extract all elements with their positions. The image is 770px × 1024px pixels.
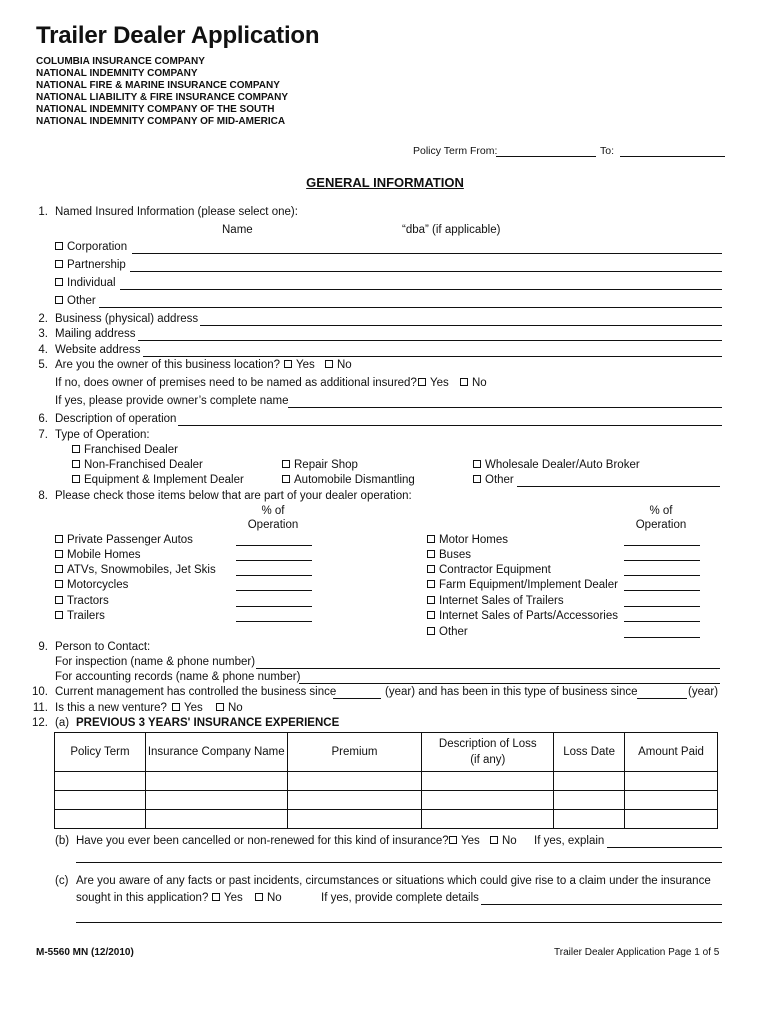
accounting-contact-label: For accounting records (name & phone number) (55, 671, 301, 683)
checkbox-icon (427, 580, 435, 588)
internet-sales-trailers-checkbox[interactable]: Internet Sales of Trailers (427, 596, 564, 608)
checkbox-icon (282, 475, 290, 483)
q7-label: Type of Operation: (55, 429, 150, 441)
business-since-field[interactable] (637, 698, 687, 699)
checkbox-icon (55, 242, 63, 250)
non-franchised-dealer-checkbox[interactable]: Non-Franchised Dealer (72, 460, 203, 472)
q11-label: Is this a new venture? (55, 702, 167, 714)
operation-description-field[interactable] (178, 425, 722, 426)
cancelled-explain-field[interactable] (607, 847, 722, 848)
mobile-homes-checkbox[interactable]: Mobile Homes (55, 550, 141, 562)
table-cell[interactable] (625, 810, 718, 829)
pct-field[interactable] (236, 590, 312, 591)
q12b-label: (b) (55, 835, 70, 847)
table-cell[interactable] (145, 791, 287, 810)
question-number: 4. (38, 344, 48, 356)
pct-field[interactable] (624, 637, 700, 638)
accounting-contact-field[interactable] (299, 683, 720, 684)
q2-label: Business (physical) address (55, 313, 199, 325)
question-number: 11. (32, 702, 48, 714)
pct-field[interactable] (624, 606, 700, 607)
table-cell[interactable] (145, 772, 287, 791)
automobile-dismantling-checkbox[interactable]: Automobile Dismantling (282, 475, 415, 487)
inspection-contact-label: For inspection (name & phone number) (55, 656, 256, 668)
question-number: 7. (38, 429, 48, 441)
q12b-explain-label: If yes, explain (534, 835, 605, 847)
q12b-text: Have you ever been cancelled or non-renewed for this kind of insurance? (76, 835, 449, 847)
page-number: Trailer Dealer Application Page 1 of 5 (554, 947, 720, 958)
question-number: 9. (38, 641, 48, 653)
question-number: 10. (32, 686, 48, 698)
checkbox-icon (473, 475, 481, 483)
column-header: Premium (287, 733, 422, 772)
q1-dba-column-label: “dba” (if applicable) (402, 224, 501, 236)
policy-term-to-label: To: (600, 145, 615, 157)
dealer-other-checkbox[interactable]: Other (427, 627, 468, 639)
table-cell[interactable] (554, 810, 625, 829)
wholesale-dealer-checkbox[interactable]: Wholesale Dealer/Auto Broker (473, 460, 640, 472)
company-name: NATIONAL INDEMNITY COMPANY OF MID-AMERICA (36, 116, 286, 127)
aware-yes-checkbox[interactable]: Yes (212, 893, 243, 905)
checkbox-icon (427, 627, 435, 635)
corporation-name-field[interactable] (132, 253, 722, 254)
q5-additional-yes-checkbox[interactable]: Yes (418, 378, 449, 390)
page-title: Trailer Dealer Application (36, 22, 320, 49)
checkbox-icon (55, 596, 63, 604)
management-since-field[interactable] (333, 698, 381, 699)
pct-field[interactable] (624, 590, 700, 591)
q10-label: Current management has controlled the business since (55, 686, 337, 698)
table-cell[interactable] (55, 791, 146, 810)
owner-name-label: If yes, please provide owner’s complete name (55, 395, 289, 407)
checkbox-icon (55, 260, 63, 268)
q8-label: Please check those items below that are part of your dealer operation: (55, 490, 412, 502)
question-number: 3. (38, 328, 48, 340)
partnership-checkbox[interactable]: Partnership (55, 260, 126, 272)
other-entity-checkbox[interactable]: Other (55, 296, 96, 308)
section-heading: GENERAL INFORMATION (306, 175, 464, 190)
checkbox-icon (460, 378, 468, 386)
repair-shop-checkbox[interactable]: Repair Shop (282, 460, 358, 472)
table-cell[interactable] (55, 772, 146, 791)
checkbox-icon (325, 360, 333, 368)
buses-checkbox[interactable]: Buses (427, 550, 471, 562)
table-cell[interactable] (554, 791, 625, 810)
policy-term-to-field[interactable] (620, 156, 725, 157)
pct-field[interactable] (236, 545, 312, 546)
pct-field[interactable] (236, 606, 312, 607)
checkbox-icon (449, 836, 457, 844)
checkbox-icon (55, 550, 63, 558)
q5-additional-no-checkbox[interactable]: No (460, 378, 487, 390)
table-cell[interactable] (287, 810, 422, 829)
question-number: 1. (38, 206, 48, 218)
table-cell[interactable] (287, 791, 422, 810)
q4-label: Website address (55, 344, 141, 356)
pct-field[interactable] (624, 621, 700, 622)
individual-name-field[interactable] (120, 289, 722, 290)
column-header: Amount Paid (625, 733, 718, 772)
checkbox-icon (55, 535, 63, 543)
table-row (55, 772, 718, 791)
business-address-field[interactable] (200, 325, 722, 326)
checkbox-icon (427, 550, 435, 558)
pct-field[interactable] (624, 560, 700, 561)
table-cell[interactable] (145, 810, 287, 829)
operation-other-field[interactable] (517, 486, 720, 487)
q1-name-column-label: Name (222, 224, 253, 236)
policy-term-from-label: Policy Term From: (413, 145, 498, 157)
checkbox-icon (427, 535, 435, 543)
corporation-checkbox[interactable]: Corporation (55, 242, 127, 254)
q5-yes-checkbox[interactable]: Yes (284, 360, 315, 372)
column-header: Insurance Company Name (145, 733, 287, 772)
partnership-name-field[interactable] (130, 271, 722, 272)
q12a-label: (a) (55, 717, 70, 729)
website-address-field[interactable] (143, 356, 722, 357)
cancelled-explain-field-2[interactable] (76, 862, 722, 863)
q5-label: Are you the owner of this business location? (55, 359, 281, 371)
new-venture-yes-checkbox[interactable]: Yes (172, 703, 203, 715)
q12a-title: PREVIOUS 3 YEARS' INSURANCE EXPERIENCE (76, 717, 340, 729)
individual-checkbox[interactable]: Individual (55, 278, 116, 290)
table-row (55, 810, 718, 829)
table-cell[interactable] (625, 772, 718, 791)
pct-header: % of (649, 505, 673, 517)
q1-label: Named Insured Information (please select one): (55, 206, 298, 218)
table-cell[interactable] (55, 810, 146, 829)
private-passenger-autos-checkbox[interactable]: Private Passenger Autos (55, 535, 193, 547)
atvs-checkbox[interactable]: ATVs, Snowmobiles, Jet Skis (55, 565, 216, 577)
q9-label: Person to Contact: (55, 641, 151, 653)
motorcycles-checkbox[interactable]: Motorcycles (55, 580, 128, 592)
cancelled-no-checkbox[interactable]: No (490, 836, 517, 848)
q12c-text: Are you aware of any facts or past incidents, circumstances or situations which could give rise to a claim under the insurance (76, 875, 711, 887)
operation-header: Operation (635, 519, 687, 531)
column-header: Description of Loss (if any) (422, 733, 554, 772)
q12c-label: (c) (55, 875, 69, 887)
new-venture-no-checkbox[interactable]: No (216, 703, 243, 715)
q10-label: (year) and has been in this type of business since (385, 686, 638, 698)
contractor-equipment-checkbox[interactable]: Contractor Equipment (427, 565, 551, 577)
insurance-history-table (54, 732, 718, 829)
tractors-checkbox[interactable]: Tractors (55, 596, 109, 608)
table-cell[interactable] (422, 791, 554, 810)
operation-header: Operation (247, 519, 299, 531)
q10-label: (year) (688, 686, 719, 698)
inspection-contact-field[interactable] (256, 668, 720, 669)
table-cell[interactable] (625, 791, 718, 810)
q12c-details-label: If yes, provide complete details (321, 892, 479, 904)
checkbox-icon (427, 565, 435, 573)
table-header-row (55, 733, 718, 772)
farm-equipment-checkbox[interactable]: Farm Equipment/Implement Dealer (427, 580, 618, 592)
checkbox-icon (72, 445, 80, 453)
q5-no-checkbox[interactable]: No (325, 360, 352, 372)
checkbox-icon (490, 836, 498, 844)
checkbox-icon (72, 460, 80, 468)
question-number: 8. (38, 490, 48, 502)
question-number: 12. (32, 717, 48, 729)
checkbox-icon (172, 703, 180, 711)
pct-field[interactable] (236, 621, 312, 622)
question-number: 5. (38, 359, 48, 371)
checkbox-icon (216, 703, 224, 711)
checkbox-icon (55, 278, 63, 286)
checkbox-icon (473, 460, 481, 468)
table-cell[interactable] (422, 772, 554, 791)
other-entity-name-field[interactable] (99, 307, 722, 308)
pct-field[interactable] (624, 575, 700, 576)
company-name: NATIONAL LIABILITY & FIRE INSURANCE COMPANY (36, 92, 289, 103)
internet-sales-parts-checkbox[interactable]: Internet Sales of Parts/Accessories (427, 611, 618, 623)
mailing-address-field[interactable] (138, 340, 722, 341)
checkbox-icon (255, 893, 263, 901)
checkbox-icon (418, 378, 426, 386)
table-row (55, 791, 718, 810)
policy-term-from-field[interactable] (496, 156, 596, 157)
pct-field[interactable] (236, 560, 312, 561)
trailers-checkbox[interactable]: Trailers (55, 611, 105, 623)
aware-details-field[interactable] (481, 904, 722, 905)
column-header: Loss Date (554, 733, 625, 772)
company-name: NATIONAL FIRE & MARINE INSURANCE COMPANY (36, 80, 280, 91)
cancelled-yes-checkbox[interactable]: Yes (449, 836, 480, 848)
company-name: NATIONAL INDEMNITY COMPANY (36, 68, 198, 79)
q5-followup-label: If no, does owner of premises need to be named as additional insured? (55, 377, 417, 389)
table-cell[interactable] (287, 772, 422, 791)
checkbox-icon (427, 611, 435, 619)
q3-label: Mailing address (55, 328, 136, 340)
q6-label: Description of operation (55, 413, 177, 425)
table-cell[interactable] (554, 772, 625, 791)
table-cell[interactable] (422, 810, 554, 829)
checkbox-icon (284, 360, 292, 368)
checkbox-icon (72, 475, 80, 483)
checkbox-icon (212, 893, 220, 901)
checkbox-icon (55, 580, 63, 588)
aware-no-checkbox[interactable]: No (255, 893, 282, 905)
aware-details-field-2[interactable] (76, 922, 722, 923)
operation-other-checkbox[interactable]: Other (473, 475, 514, 487)
question-number: 2. (38, 313, 48, 325)
checkbox-icon (55, 611, 63, 619)
owner-name-field[interactable] (288, 407, 722, 408)
equipment-dealer-checkbox[interactable]: Equipment & Implement Dealer (72, 475, 244, 487)
question-number: 6. (38, 413, 48, 425)
column-header: Policy Term (55, 733, 146, 772)
checkbox-icon (55, 296, 63, 304)
pct-header: % of (261, 505, 285, 517)
motor-homes-checkbox[interactable]: Motor Homes (427, 535, 508, 547)
pct-field[interactable] (236, 575, 312, 576)
pct-field[interactable] (624, 545, 700, 546)
checkbox-icon (55, 565, 63, 573)
q12c-text: sought in this application? (76, 892, 209, 904)
company-name: NATIONAL INDEMNITY COMPANY OF THE SOUTH (36, 104, 275, 115)
company-name: COLUMBIA INSURANCE COMPANY (36, 56, 205, 67)
checkbox-icon (282, 460, 290, 468)
franchised-dealer-checkbox[interactable]: Franchised Dealer (72, 445, 178, 457)
form-number: M-5560 MN (12/2010) (36, 947, 134, 958)
checkbox-icon (427, 596, 435, 604)
